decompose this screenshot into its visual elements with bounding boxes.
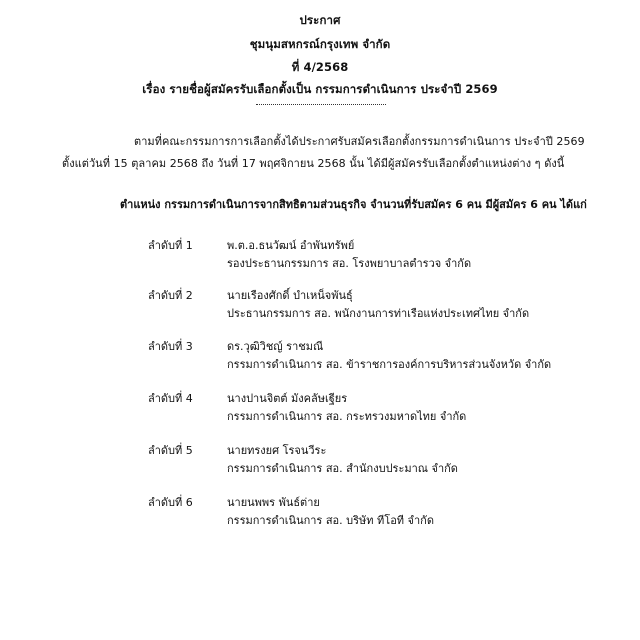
candidate-title: ประธานกรรมการ สอ. พนักงานการท่าเรือแห่งประเทศไทย จำกัด (227, 307, 530, 320)
candidate-rank: ลำดับที่ 1 (148, 239, 193, 252)
candidate-title: รองประธานกรรมการ สอ. โรงพยาบาลตำรวจ จำกัด (227, 257, 472, 270)
position-heading: ตำแหน่ง กรรมการดำเนินการจากสิทธิตามส่วนธุรกิจ จำนวนที่รับสมัคร 6 คน มีผู้สมัคร 6 คน ได้แก่ (120, 198, 587, 211)
header-divider (256, 104, 386, 105)
intro-line-1: ตามที่คณะกรรมการการเลือกตั้งได้ประกาศรับสมัครเลือกตั้งกรรมการดำเนินการ ประจำปี 2569 (134, 135, 585, 148)
announcement-label: ประกาศ (299, 13, 341, 27)
candidate-name: ดร.วุฒิวิชญ์ ราชมณี (227, 340, 324, 353)
announcement-number: ที่ 4/2568 (291, 60, 349, 74)
candidate-item (148, 236, 608, 276)
candidate-title: กรรมการดำเนินการ สอ. กระทรวงมหาดไทย จำกัด (227, 410, 467, 423)
organization-name: ชุมนุมสหกรณ์กรุงเทพ จำกัด (249, 37, 391, 51)
candidate-rank: ลำดับที่ 6 (148, 496, 193, 509)
candidate-name: นายเรืองศักดิ์ บำเหน็จพันธุ์ (227, 289, 353, 302)
candidate-title: กรรมการดำเนินการ สอ. บริษัท ทีโอที จำกัด (227, 514, 434, 527)
candidate-item (148, 337, 608, 377)
candidate-rank: ลำดับที่ 5 (148, 444, 193, 457)
candidate-name: นางปานจิตต์ มังคลัษเฐียร (227, 392, 348, 405)
candidate-name: พ.ต.อ.ธนวัฒน์ อำพันทรัพย์ (227, 239, 355, 252)
intro-line-2: ตั้งแต่วันที่ 15 ตุลาคม 2568 ถึง วันที่ 17 พฤศจิกายน 2568 นั้น ได้มีผู้สมัครรับเลือกตั้งตำแหน่งต่าง ๆ ดังนี้ (62, 157, 565, 170)
candidate-rank: ลำดับที่ 3 (148, 340, 193, 353)
candidate-item (148, 286, 608, 326)
candidate-item (148, 389, 608, 429)
candidate-title: กรรมการดำเนินการ สอ. สำนักงบประมาณ จำกัด (227, 462, 458, 475)
candidate-item (148, 493, 608, 533)
candidate-item (148, 441, 608, 481)
candidate-rank: ลำดับที่ 2 (148, 289, 193, 302)
candidate-title: กรรมการดำเนินการ สอ. ข้าราชการองค์การบริหารส่วนจังหวัด จำกัด (227, 358, 552, 371)
announcement-subject: เรื่อง รายชื่อผู้สมัครรับเลือกตั้งเป็น กรรมการดำเนินการ ประจำปี 2569 (142, 82, 498, 96)
candidate-rank: ลำดับที่ 4 (148, 392, 193, 405)
candidate-name: นายนพพร พันธ์ต่าย (227, 496, 320, 509)
candidate-name: นายทรงยศ โรจนวีระ (227, 444, 327, 457)
